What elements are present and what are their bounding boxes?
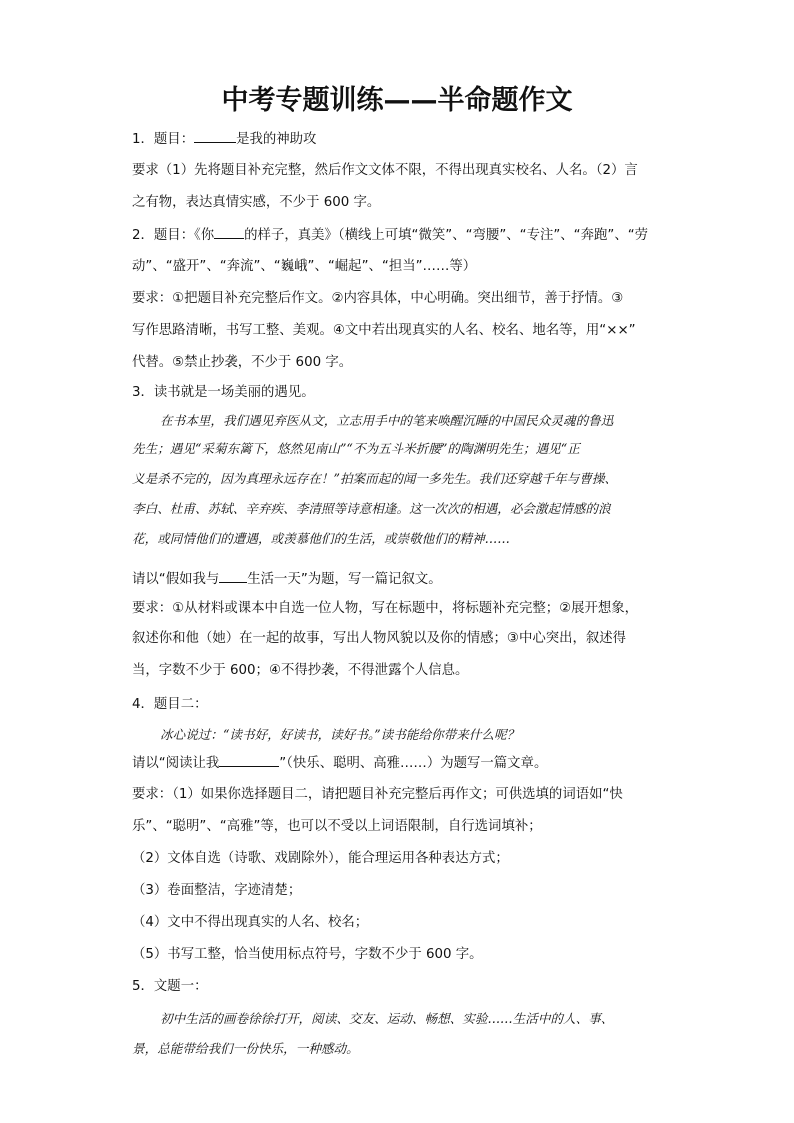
line-suffix: 生活一天”为题，写一篇记叙文。 xyxy=(247,572,442,587)
line-suffix: ”（快乐、聪明、高雅……）为题写一篇文章。 xyxy=(279,756,548,771)
text-line: 花，或同情他们的遭遇，或羡慕他们的生活，或崇敬他们的精神…… xyxy=(132,531,510,546)
text-line: 3．读书就是一场美丽的遇见。 xyxy=(132,385,315,400)
line-prefix: 2．题目：《你 xyxy=(132,228,215,243)
text-line: 要求（1）先将题目补充完整，然后作文文体不限，不得出现真实校名、人名。（2）言 xyxy=(132,163,638,178)
fill-in-blank xyxy=(219,570,247,583)
text-line: 冰心说过：“读书好，好读书，读好书。”读书能给你带来什么呢？ xyxy=(160,727,520,742)
line-prefix: 请以“阅读让我 xyxy=(132,756,220,771)
fill-in-blank xyxy=(219,754,279,767)
text-line: 义是杀不完的，因为真理永远存在！”拍案而起的闻一多先生。我们还穿越千年与曹操、 xyxy=(132,471,618,486)
text-line: （2）文体自选（诗歌、戏剧除外），能合理运用各种表达方式； xyxy=(132,851,509,866)
text-line: 乐”、“聪明”、“高雅”等，也可以不受以上词语限制，自行选词填补； xyxy=(132,819,542,834)
document-title: 中考专题训练——半命题作文 xyxy=(221,85,573,116)
text-line: 要求：①从材料或课本中自选一位人物，写在标题中，将标题补充完整；②展开想象， xyxy=(132,601,639,616)
text-line: 之有物，表达真情实感，不少于 600 字。 xyxy=(132,195,381,210)
text-line: 要求：①把题目补充完整后作文。②内容具体，中心明确。突出细节，善于抒情。③ xyxy=(132,291,624,306)
text-line xyxy=(132,130,316,149)
text-line xyxy=(132,754,547,773)
text-line: 动”、“盛开”、“奔流”、“巍峨”、“崛起”、“担当”……等） xyxy=(132,259,477,274)
fill-in-blank xyxy=(194,130,236,143)
text-line: 先生；遇见“采菊东篱下，悠然见南山”“不为五斗米折腰”的陶渊明先生；遇见“正 xyxy=(132,441,580,456)
text-line: 当，字数不少于 600；④不得抄袭，不得泄露个人信息。 xyxy=(132,663,469,678)
text-line: 4．题目二： xyxy=(132,697,208,712)
line-suffix: 是我的神助攻 xyxy=(236,132,317,147)
text-line: （4）文中不得出现真实的人名、校名； xyxy=(132,915,369,930)
text-line: 写作思路清晰，书写工整、美观。④文中若出现真实的人名、校名、地名等，用“××” xyxy=(132,323,636,338)
text-line: （5）书写工整，恰当使用标点符号，字数不少于 600 字。 xyxy=(132,947,483,962)
text-line: 叙述你和他（她）在一起的故事，写出人物风貌以及你的情感；③中心突出，叙述得 xyxy=(132,631,627,646)
text-line: 景，总能带给我们一份快乐，一种感动。 xyxy=(132,1041,359,1056)
line-prefix: 请以“假如我与 xyxy=(132,572,220,587)
text-line: 代替。⑤禁止抄袭，不少于 600 字。 xyxy=(132,355,353,370)
text-line xyxy=(132,570,442,589)
text-line xyxy=(132,226,648,245)
line-suffix: 的样子，真美》（横线上可填“微笑”、“弯腰”、“专注”、“奔跑”、“劳 xyxy=(244,228,649,243)
line-prefix: 1．题目： xyxy=(132,132,195,147)
text-line: 要求：（1）如果你选择题目二，请把题目补充完整后再作文；可供选填的词语如“快 xyxy=(132,787,623,802)
text-line: 初中生活的画卷徐徐打开，阅读、交友、运动、畅想、实验……生活中的人、事、 xyxy=(160,1011,614,1026)
text-line: 在书本里，我们遇见弃医从文，立志用手中的笔来唤醒沉睡的中国民众灵魂的鲁迅 xyxy=(160,413,614,428)
text-line: 李白、杜甫、苏轼、辛弃疾、李清照等诗意相逢。这一次次的相遇，必会激起情感的浪 xyxy=(132,501,611,516)
text-line: （3）卷面整洁，字迹清楚； xyxy=(132,883,302,898)
text-line: 5．文题一： xyxy=(132,979,208,994)
fill-in-blank xyxy=(214,226,244,239)
